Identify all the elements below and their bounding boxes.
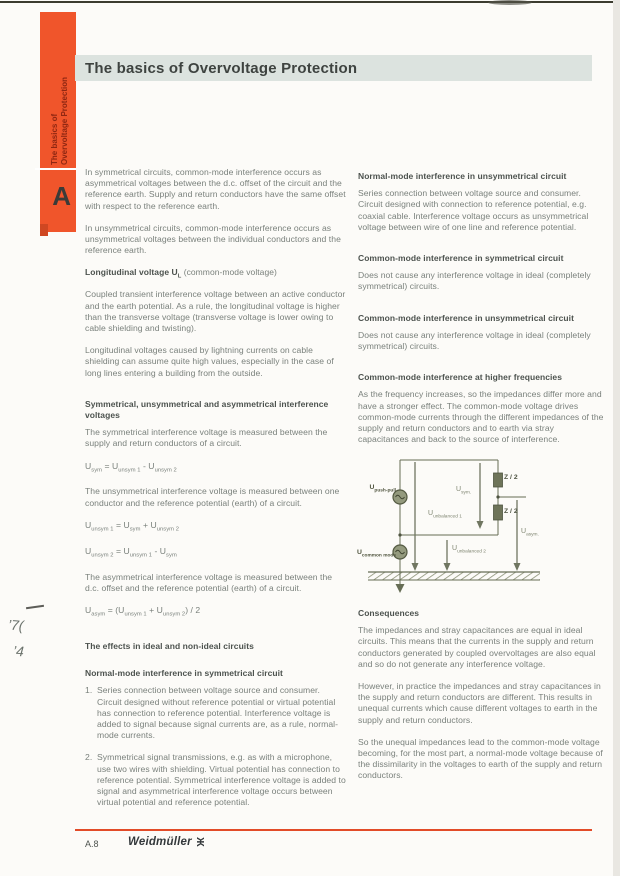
paragraph: The unsymmetrical interference voltage is measured between one conductor and the reference potential (earth) of a circuit. — [85, 486, 340, 508]
label-u-asym — [521, 528, 539, 539]
paragraph: The symmetrical interference voltage is measured between the supply and return conductors of a circuit. — [85, 427, 328, 449]
label-base: U — [452, 545, 458, 552]
consequences-section — [358, 608, 604, 793]
earth-arrow-icon — [396, 584, 405, 593]
list-item — [85, 685, 347, 741]
paragraph: In unsymmetrical circuits, common-mode interference occurs as unsymmetrical voltages between the individual conductors and the reference earth. — [85, 222, 341, 256]
junction-dot — [398, 533, 401, 536]
paragraph: So the unequal impedances lead to the common-mode voltage becoming, for the most part, a normal-mode voltage because of the dissimilarity in the voltages to earth of the supply and return conductors. — [358, 736, 603, 781]
page-number: A.8 — [85, 839, 99, 849]
label-sub: push-pull — [374, 488, 396, 494]
list-text: Series connection between voltage source and consumer. Circuit designed without reference potential or virtual potential has connection to reference potential. Interference voltage is added to signal because signal currents are, as a rule, normal-mode currents. — [97, 685, 339, 741]
impedance-resistor-bottom — [494, 505, 503, 520]
label-sub: common mode — [361, 553, 396, 559]
paragraph: Coupled transient interference voltage between an active conductor and the earth potential. As a rule, the longitudinal voltage is higher than the transverse voltage (transverse voltage is lower owing to cable shielding and twisting). — [85, 289, 346, 333]
left-column — [85, 167, 347, 819]
chapter-tab-line1: The basics of — [50, 113, 59, 165]
brand-logo — [128, 836, 204, 848]
paragraph: Does not cause any interference voltage in ideal (completely symmetrical) circuits. — [358, 270, 591, 292]
label-base: U — [369, 484, 375, 491]
formula-uunsym2: $U_{unsym 2} = U_{unsym 1} - U_{sym}$ — [85, 545, 177, 559]
junction-dot — [496, 495, 499, 498]
list-item — [85, 752, 347, 808]
heading-sub: L — [177, 274, 182, 281]
label-z2-top: Z / 2 — [504, 474, 518, 481]
label-sub: unbalanced 1 — [433, 514, 462, 520]
paragraph: The impedances and stray capacitances are equal in ideal circuits. This means that the currents in the supply and return conductors generated by coupled overvoltages are also equal and so do not generate any interference voltage. — [358, 625, 596, 669]
label-u-unbalanced-2 — [452, 545, 486, 556]
label-base: U — [356, 549, 362, 556]
label-u-sym — [456, 486, 471, 497]
chapter-letter: A — [52, 181, 71, 211]
label-u-unbalanced-1 — [428, 510, 462, 521]
label-base: U — [428, 510, 434, 517]
footer-rule — [75, 829, 592, 831]
section-heading-common-unsym: Common-mode interference in unsymmetrical circuit — [358, 312, 574, 323]
section-heading-effects: The effects in ideal and non-ideal circuits — [85, 641, 254, 652]
brand-name: Weidmüller — [128, 836, 192, 848]
formula-uunsym1: $U_{unsym 1} = U_{sym} + U_{unsym 2}$ — [85, 519, 179, 533]
list-text: Symmetrical signal transmissions, e.g. as with a microphone, use two wires with shielding. Virtual potential has connection to reference potential. Symmetrical interference voltage is added to signal and asymmetrical interference voltage occurs between virtual potential and reference potential. — [97, 752, 346, 808]
chapter-tab-line2: Overvoltage Protection — [60, 76, 69, 165]
chapter-tab — [40, 12, 76, 232]
paragraph: As the frequency increases, so the impedances differ more and have a stronger effect. The common-mode voltage drives common-mode currents through the different impedances of the supply and return conductors and to earth via stray capacitances and back to the source of interference. — [358, 389, 604, 445]
paragraph: Series connection between voltage source and consumer. Circuit designed with connection to reference potential, e.g. coaxial cable. Interference voltage occurs as unsymmetrical voltage between wire of one line and reference potential. — [358, 188, 589, 232]
section-heading-symmetrical: Symmetrical, unsymmetrical and asymmetrical interference voltages — [85, 398, 329, 420]
section-heading-common-sym: Common-mode interference in symmetrical circuit — [358, 253, 564, 264]
title-bar — [75, 55, 592, 81]
section-heading-higher-freq: Common-mode interference at higher frequencies — [358, 372, 562, 383]
paragraph: Does not cause any interference voltage in ideal (completely symmetrical) circuits. — [358, 329, 591, 352]
label-base: U — [521, 528, 527, 535]
label-u-common-mode — [352, 549, 396, 560]
list-number: 1. — [85, 685, 93, 696]
formula-uasym: $U_{asym} = (U_{unsym 1} + U_{unsym 2}) / 2$ — [85, 605, 201, 618]
paragraph: However, in practice the impedances and stray capacitances in the supply and return conductors are different. This results in unequal currents which cause different voltages to earth in the supply and return conductors. — [358, 681, 601, 725]
label-base: U — [456, 486, 462, 493]
section-heading-longitudinal — [85, 267, 347, 283]
paragraph: The asymmetrical interference voltage is measured between the d.c. offset and the reference potential (earth) of a circuit. — [85, 571, 333, 593]
chapter-tab-notch — [40, 224, 48, 236]
formula-usym: $U_{sym} = U_{unsym 1} - U_{unsym 2}$ — [85, 460, 177, 474]
section-heading-consequences: Consequences — [358, 608, 420, 618]
label-u-push-pull — [354, 484, 396, 495]
chapter-tab-label — [50, 77, 70, 165]
label-sub: sym. — [461, 490, 472, 496]
pen-mark: ’4 — [12, 642, 25, 660]
list-number: 2. — [85, 752, 93, 763]
heading-normal: (common-mode voltage) — [181, 267, 277, 278]
scan-right-edge — [613, 0, 620, 876]
earth-plane-hatch — [368, 572, 540, 580]
label-z2-bottom: Z / 2 — [504, 508, 518, 515]
weidmueller-logo-icon: Ж — [193, 837, 206, 847]
page-title: The basics of Overvoltage Protection — [85, 60, 358, 77]
right-column — [358, 171, 604, 456]
chapter-tab-divider — [35, 168, 76, 170]
impedance-resistor-top — [494, 473, 503, 487]
section-heading-normal-unsym: Normal-mode interference in unsymmetrical circuit — [358, 171, 567, 181]
label-sub: asym. — [526, 532, 539, 538]
paragraph: Longitudinal voltages caused by lightning currents on cable shielding can assume quite high values, especially in the case of long lines entering a building from the outside. — [85, 345, 334, 378]
circuit-diagram — [352, 442, 602, 604]
section-heading-normal-sym: Normal-mode interference in symmetrical circuit — [85, 668, 283, 679]
scan-artifact — [488, 0, 532, 5]
circuit-diagram-graphic — [352, 442, 602, 604]
pen-mark: ’7( — [7, 616, 25, 634]
heading-bold: Longitudinal voltage U — [85, 267, 178, 278]
pen-dash-mark — [26, 605, 44, 609]
label-sub: unbalanced 2 — [457, 549, 486, 555]
paragraph: In symmetrical circuits, common-mode interference occurs as asymmetrical voltages between the d.c. offset of the circuit and the reference earth. Supply and return conductors have the same offset with respect to the reference earth. — [85, 167, 346, 211]
